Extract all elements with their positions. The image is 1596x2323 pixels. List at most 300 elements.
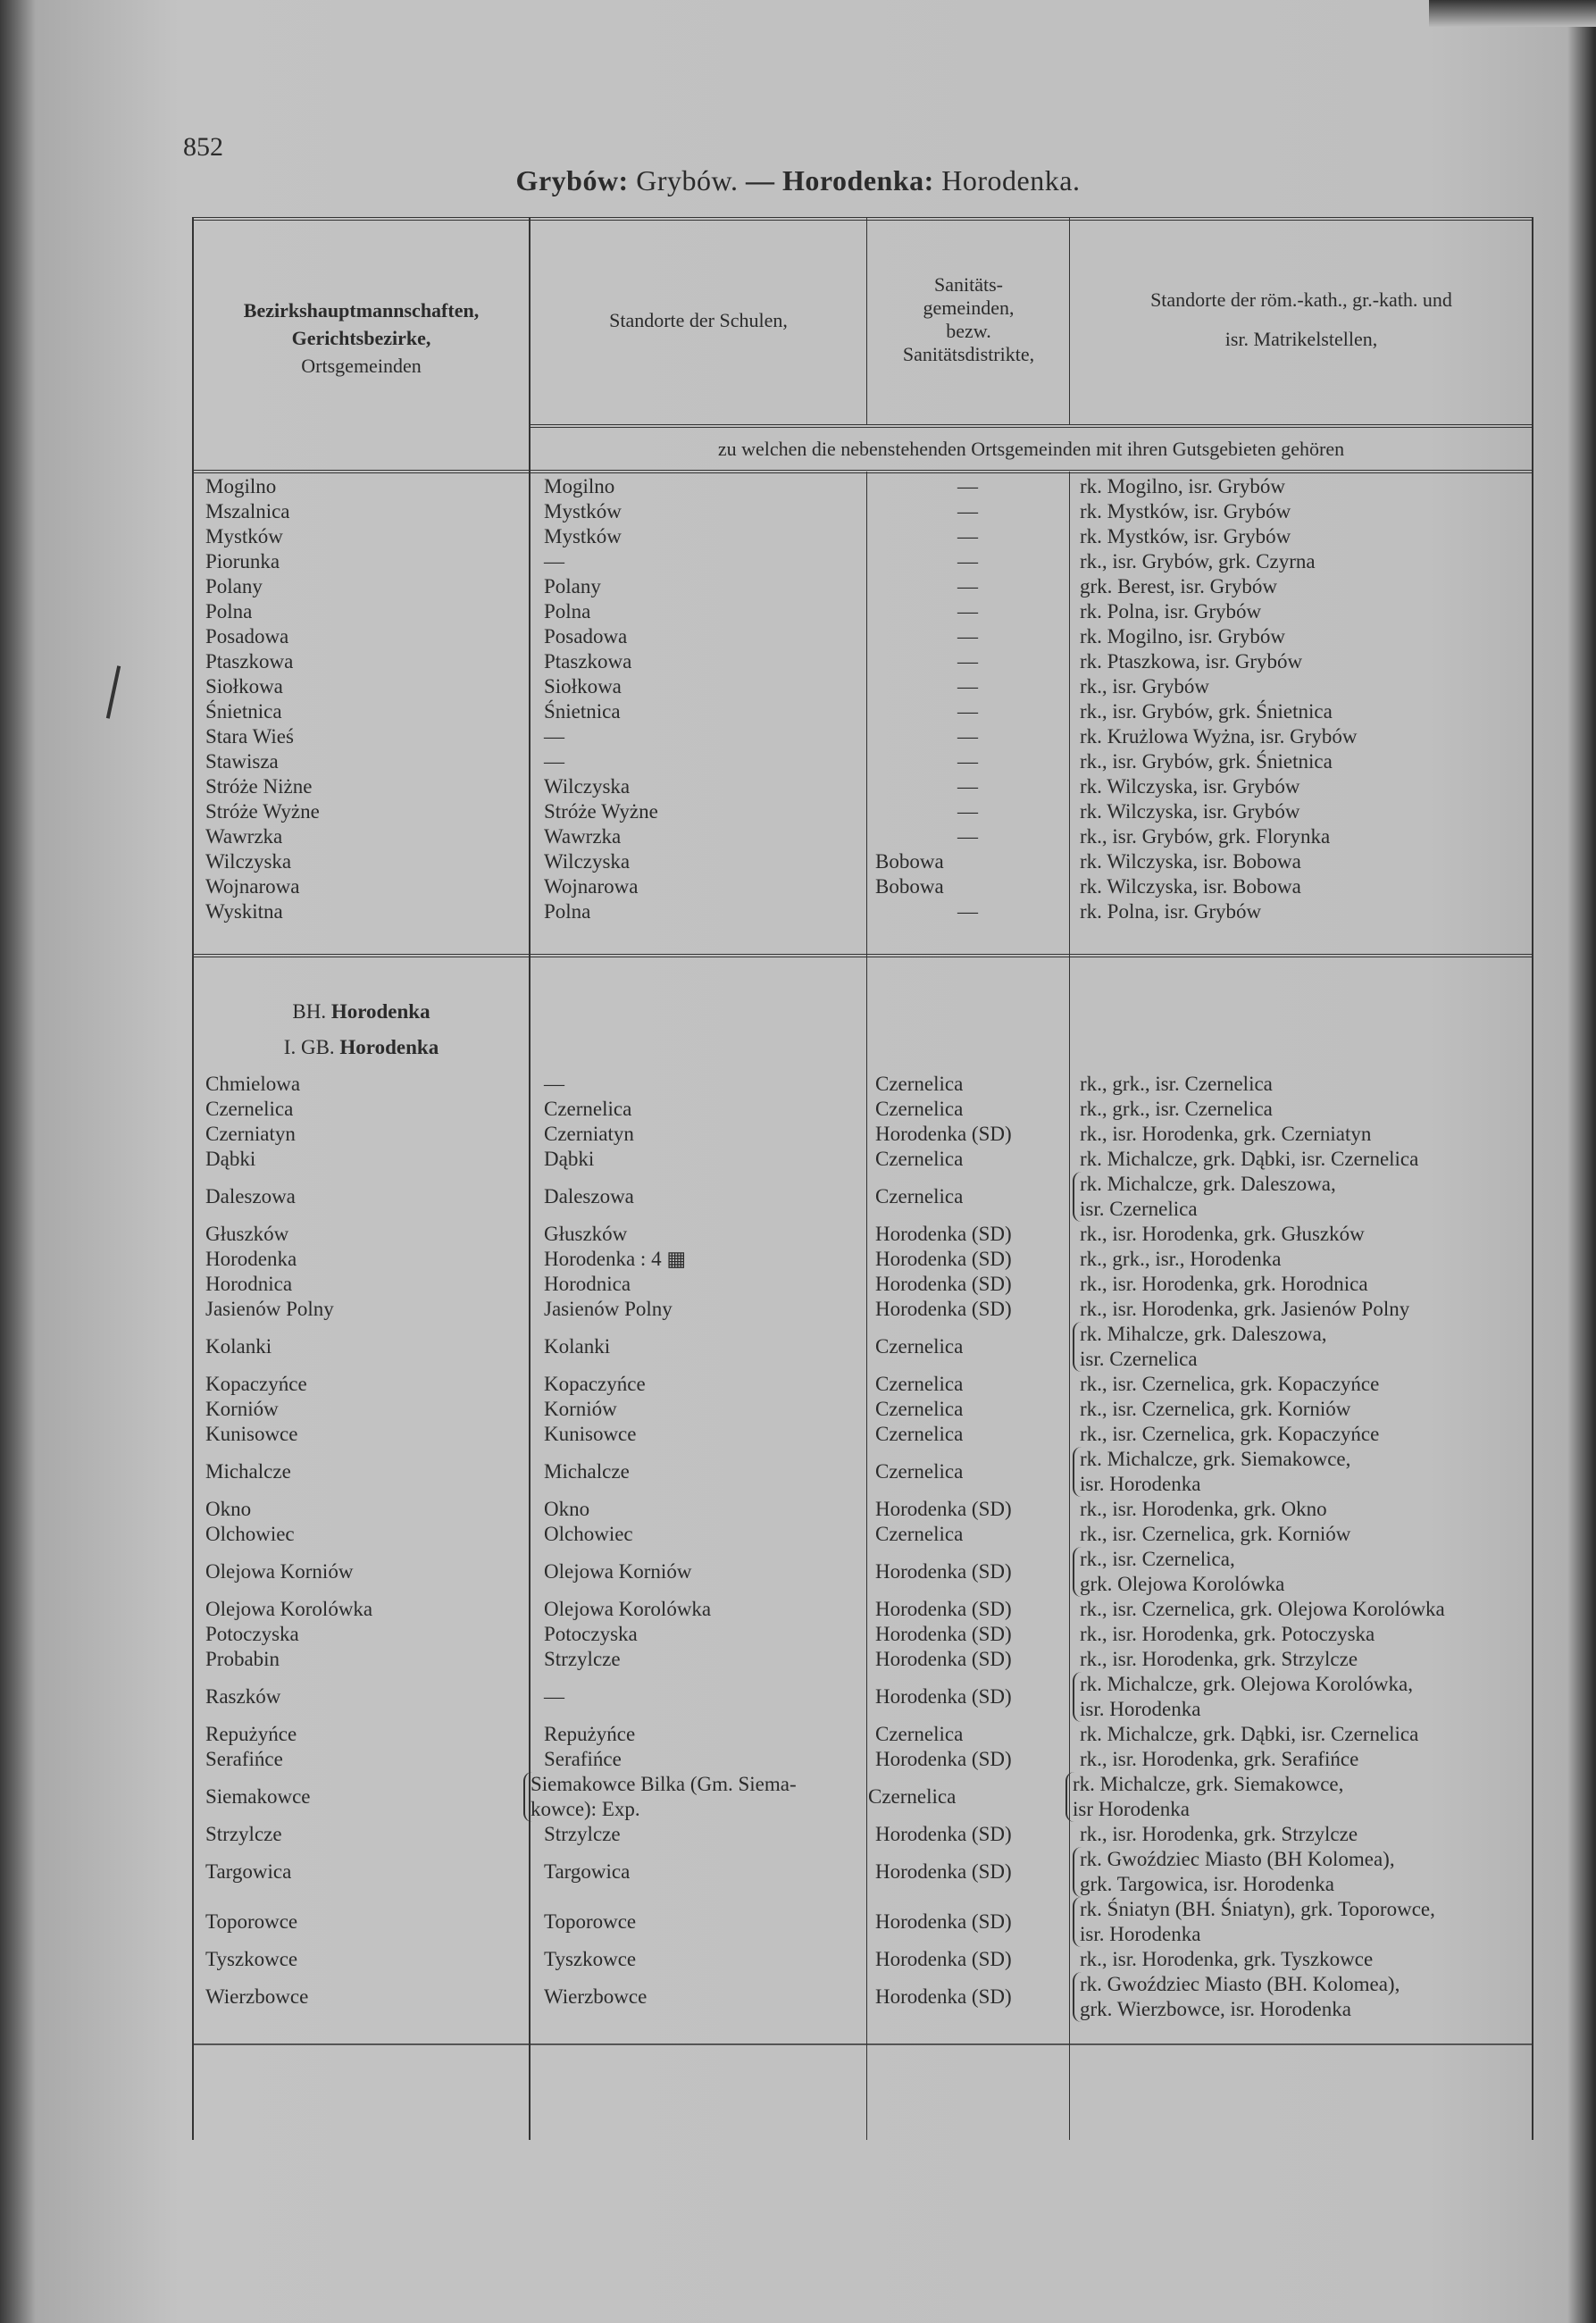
school-location: Daleszowa: [544, 1185, 634, 1207]
cell-registry: [1069, 1122, 1533, 1147]
cell-registry: [1069, 599, 1533, 624]
cell-municipality: [192, 1297, 531, 1322]
cell-registry: [1069, 1972, 1533, 2022]
sanitary-district: Czernelica: [875, 1460, 964, 1483]
sanitary-district: Horodenka (SD): [875, 1273, 1012, 1295]
cell-sanitary: [866, 1747, 1069, 1772]
cell-municipality: [192, 899, 531, 924]
cell-municipality: [192, 674, 531, 699]
table-row: [192, 874, 1533, 899]
registry-line: rk., isr. Horodenka, grk. Serafińce: [1080, 1748, 1359, 1770]
school-location: Horodenka : 4 ▦: [544, 1248, 687, 1270]
col-rule-3-header: [1069, 217, 1070, 424]
registry-line: rk., isr. Horodenka, grk. Horodnica: [1080, 1273, 1368, 1295]
cell-municipality: [192, 1597, 531, 1622]
cell-sanitary: [866, 1322, 1069, 1372]
school-location: Mystków: [544, 500, 622, 522]
cell-registry: [1069, 749, 1533, 774]
registry-lines: [1080, 1422, 1533, 1447]
municipality-name: Stróże Wyżne: [205, 800, 320, 823]
cell-sanitary: [866, 699, 1069, 724]
cell-registry: [1069, 1422, 1533, 1447]
cell-municipality: [192, 1147, 531, 1172]
registry-lines: [1073, 1847, 1533, 1897]
school-location: Mogilno: [544, 475, 615, 497]
cell-sanitary: [866, 1122, 1069, 1147]
cell-registry: [1069, 474, 1533, 499]
cell-registry: [1069, 774, 1533, 799]
registry-line: rk., isr. Czernelica, grk. Korniów: [1080, 1398, 1351, 1420]
municipality-name: Horodnica: [205, 1273, 293, 1295]
table-row: [192, 1097, 1533, 1122]
school-location: Czerniatyn: [544, 1123, 634, 1145]
registry-line: rk. Mogilno, isr. Grybów: [1080, 475, 1285, 497]
registry-line: rk., isr. Grybów, grk. Czyrna: [1080, 550, 1316, 572]
registry-line: rk., isr. Grybów, grk. Florynka: [1080, 825, 1331, 848]
cell-municipality: [192, 524, 531, 549]
registry-line: rk., isr. Horodenka, grk. Strzylcze: [1080, 1823, 1358, 1845]
cell-school: [531, 624, 866, 649]
table-top-rule: [192, 217, 1533, 221]
registry-lines: [1080, 1222, 1533, 1247]
municipality-name: Potoczyska: [205, 1623, 299, 1645]
table-row: [192, 1972, 1533, 2022]
school-location: Jasienów Polny: [544, 1298, 673, 1320]
cell-sanitary: [866, 1172, 1069, 1222]
cell-registry: [1069, 849, 1533, 874]
registry-lines: [1073, 1897, 1533, 1947]
registry-lines: [1080, 1397, 1533, 1422]
cell-school: [531, 1622, 866, 1647]
registry-lines: [1080, 549, 1533, 574]
cell-sanitary: [866, 1072, 1069, 1097]
municipality-name: Piorunka: [205, 550, 280, 572]
cell-sanitary: [866, 649, 1069, 674]
sanitary-district: —: [957, 475, 978, 497]
cell-school: [531, 1847, 866, 1897]
table-row: [192, 699, 1533, 724]
registry-lines: [1065, 1772, 1526, 1822]
registry-line: isr Horodenka: [1073, 1798, 1190, 1820]
registry-lines: [1080, 899, 1533, 924]
gazetteer-table: [192, 217, 1533, 2140]
registry-lines: [1080, 1622, 1533, 1647]
header-col4-line1: Standorte der röm.-kath., gr.-kath. und: [1150, 288, 1452, 311]
table-row: [192, 1322, 1533, 1372]
table-row: [192, 1247, 1533, 1272]
cell-sanitary: [866, 799, 1069, 824]
cell-municipality: [192, 824, 531, 849]
municipality-name: Korniów: [205, 1398, 279, 1420]
sanitary-district: Horodenka (SD): [875, 1223, 1012, 1245]
section-heading-bh: [192, 999, 531, 1024]
registry-lines: [1073, 1672, 1533, 1722]
header-col2-text: Standorte der Schulen,: [609, 308, 788, 331]
registry-lines: [1080, 1122, 1533, 1147]
school-location: Polna: [544, 600, 591, 623]
cell-registry: [1069, 1172, 1533, 1222]
school-location: Polany: [544, 575, 601, 597]
school-location: Olchowiec: [544, 1523, 633, 1545]
registry-lines: [1073, 1172, 1533, 1222]
cell-registry: [1069, 1247, 1533, 1272]
cell-sanitary: [866, 474, 1069, 499]
table-row: [192, 1072, 1533, 1097]
registry-line: rk., isr. Horodenka, grk. Jasienów Polny: [1080, 1298, 1410, 1320]
sanitary-district: —: [957, 725, 978, 748]
cell-school: [531, 824, 866, 849]
sanitary-district: Czernelica: [875, 1098, 964, 1120]
registry-lines: [1080, 524, 1533, 549]
school-location: Toporowce: [544, 1910, 637, 1933]
registry-lines: [1080, 699, 1533, 724]
table-row: [192, 1547, 1533, 1597]
registry-lines: [1073, 1322, 1533, 1372]
municipality-name: Mszalnica: [205, 500, 290, 522]
cell-municipality: [192, 1272, 531, 1297]
school-location: kowce): Exp.: [531, 1798, 640, 1820]
cell-registry: [1069, 1222, 1533, 1247]
cell-municipality: [192, 1172, 531, 1222]
municipality-name: Wawrzka: [205, 825, 283, 848]
cell-registry: [1069, 1497, 1533, 1522]
sanitary-district: Czernelica: [875, 1148, 964, 1170]
municipality-name: Posadowa: [205, 625, 289, 648]
sanitary-district: —: [957, 675, 978, 698]
cell-municipality: [192, 724, 531, 749]
registry-lines: [1080, 774, 1533, 799]
school-location: Tyszkowce: [544, 1948, 637, 1970]
registry-lines: [1080, 874, 1533, 899]
cell-municipality: [192, 1372, 531, 1397]
sanitary-district: Horodenka (SD): [875, 1623, 1012, 1645]
sanitary-district: —: [957, 900, 978, 923]
school-location: Czernelica: [544, 1098, 632, 1120]
municipality-name: Stawisza: [205, 750, 279, 773]
header-col3-line3: bezw.: [946, 320, 991, 342]
cell-school: [531, 1372, 866, 1397]
registry-lines: [1080, 749, 1533, 774]
cell-registry: [1069, 899, 1533, 924]
school-location: Korniów: [544, 1398, 617, 1420]
registry-lines: [1080, 824, 1533, 849]
registry-line: rk., grk., isr., Horodenka: [1080, 1248, 1282, 1270]
cell-registry: [1069, 524, 1533, 549]
cell-sanitary: [866, 1397, 1069, 1422]
table-row: [192, 824, 1533, 849]
title-separator: —: [746, 164, 775, 196]
registry-lines: [1080, 1722, 1533, 1747]
table-row: [192, 674, 1533, 699]
cell-sanitary: [866, 1847, 1069, 1897]
sanitary-district: —: [957, 825, 978, 848]
school-location: Michalcze: [544, 1460, 630, 1483]
cell-school: [531, 749, 866, 774]
registry-lines: [1080, 1822, 1533, 1847]
cell-municipality: [192, 549, 531, 574]
registry-lines: [1080, 624, 1533, 649]
registry-line: rk., isr. Horodenka, grk. Strzylcze: [1080, 1648, 1358, 1670]
sanitary-district: Horodenka (SD): [875, 1748, 1012, 1770]
municipality-name: Siemakowce: [205, 1785, 311, 1808]
cell-sanitary: [866, 1272, 1069, 1297]
cell-municipality: [192, 599, 531, 624]
registry-line: rk. Mystków, isr. Grybów: [1080, 500, 1291, 522]
cell-school: [531, 699, 866, 724]
registry-lines: [1080, 574, 1533, 599]
cell-municipality: [192, 1647, 531, 1672]
title-court-2: Horodenka.: [941, 164, 1081, 196]
school-location: Wilczyska: [544, 850, 631, 873]
registry-line: rk. Michalcze, grk. Daleszowa,: [1080, 1173, 1336, 1195]
school-location: Olejowa Korniów: [544, 1560, 692, 1583]
cell-sanitary: [866, 874, 1069, 899]
municipality-name: Polany: [205, 575, 263, 597]
school-location: —: [544, 750, 564, 773]
sanitary-district: —: [957, 625, 978, 648]
cell-registry: [1069, 674, 1533, 699]
cell-school: [531, 549, 866, 574]
cell-registry: [1069, 824, 1533, 849]
cell-municipality: [192, 1322, 531, 1372]
sanitary-district: Horodenka (SD): [875, 1910, 1012, 1933]
table-row: [192, 1897, 1533, 1947]
cell-sanitary: [866, 549, 1069, 574]
school-location: Siołkowa: [544, 675, 622, 698]
cell-school: [531, 574, 866, 599]
cell-registry: [1069, 1272, 1533, 1297]
registry-line: rk. Mihalcze, grk. Daleszowa,: [1080, 1323, 1327, 1345]
cell-school: [531, 1972, 866, 2022]
cell-school: [531, 1172, 866, 1222]
table-row: [192, 1747, 1533, 1772]
sanitary-district: —: [957, 800, 978, 823]
cell-municipality: [192, 474, 531, 499]
cell-municipality: [192, 1672, 531, 1722]
table-row: [192, 1647, 1533, 1672]
registry-lines: [1080, 1647, 1533, 1672]
sanitary-district: Horodenka (SD): [875, 1685, 1012, 1708]
cell-municipality: [192, 1547, 531, 1597]
municipality-name: Czerniatyn: [205, 1123, 296, 1145]
registry-lines: [1080, 799, 1533, 824]
municipality-name: Daleszowa: [205, 1185, 296, 1207]
municipality-name: Okno: [205, 1498, 252, 1520]
cell-municipality: [192, 1497, 531, 1522]
cell-registry: [1069, 1097, 1533, 1122]
cell-sanitary: [866, 1247, 1069, 1272]
school-location: Mystków: [544, 525, 622, 547]
cell-municipality: [192, 1822, 531, 1847]
table-row: [192, 1622, 1533, 1647]
cell-sanitary: [866, 1647, 1069, 1672]
school-location: Śnietnica: [544, 700, 621, 723]
school-location: Wierzbowce: [544, 1985, 648, 2008]
sanitary-district: Czernelica: [875, 1335, 964, 1358]
cell-municipality: [192, 1747, 531, 1772]
cell-school: [531, 1522, 866, 1547]
registry-line: rk. Wilczyska, isr. Bobowa: [1080, 850, 1301, 873]
registry-line: rk. Ptaszkowa, isr. Grybów: [1080, 650, 1303, 673]
cell-school: [531, 1722, 866, 1747]
municipality-name: Jasienów Polny: [205, 1298, 334, 1320]
cell-sanitary: [866, 1447, 1069, 1497]
school-location: Strzylcze: [544, 1648, 621, 1670]
table-row: [192, 549, 1533, 574]
cell-municipality: [192, 1422, 531, 1447]
school-location: —: [544, 1685, 564, 1708]
registry-line: rk., isr. Horodenka, grk. Czerniatyn: [1080, 1123, 1372, 1145]
cell-registry: [1069, 1722, 1533, 1747]
page-number: 852: [183, 132, 223, 162]
cell-school: [531, 599, 866, 624]
municipality-name: Wilczyska: [205, 850, 292, 873]
registry-lines: [1080, 1247, 1533, 1272]
sanitary-district: Horodenka (SD): [875, 1298, 1012, 1320]
registry-line: rk., grk., isr. Czernelica: [1080, 1073, 1273, 1095]
municipality-name: Wierzbowce: [205, 1985, 309, 2008]
cell-school: [531, 499, 866, 524]
cell-school: [531, 1222, 866, 1247]
title-court-1: Grybów.: [636, 164, 739, 196]
registry-line: rk. Krużlowa Wyżna, isr. Grybów: [1080, 725, 1358, 748]
table-row: [192, 1372, 1533, 1397]
registry-line: grk. Olejowa Korolówka: [1080, 1573, 1285, 1595]
cell-sanitary: [866, 1422, 1069, 1447]
cell-municipality: [192, 1897, 531, 1947]
cell-school: [531, 1822, 866, 1847]
cell-school: [531, 1397, 866, 1422]
cell-municipality: [192, 874, 531, 899]
cell-sanitary: [866, 1822, 1069, 1847]
cell-municipality: [192, 1397, 531, 1422]
school-location: Ptaszkowa: [544, 650, 632, 673]
table-row: [192, 499, 1533, 524]
cell-sanitary: [866, 1897, 1069, 1947]
registry-line: rk., isr. Czernelica, grk. Korniów: [1080, 1523, 1351, 1545]
cell-municipality: [192, 1622, 531, 1647]
table-row: [192, 849, 1533, 874]
cell-school: [531, 1147, 866, 1172]
registry-line: rk., isr. Horodenka, grk. Potoczyska: [1080, 1623, 1375, 1645]
registry-line: rk., isr. Czernelica, grk. Olejowa Korolówka: [1080, 1598, 1445, 1620]
school-location: —: [544, 550, 564, 572]
header-col1-line1: Bezirkshauptmannschaften,: [243, 298, 480, 322]
cell-sanitary: [866, 1222, 1069, 1247]
sanitary-district: —: [957, 700, 978, 723]
school-location: Posadowa: [544, 625, 628, 648]
cell-municipality: [192, 649, 531, 674]
table-row: [192, 474, 1533, 499]
municipality-name: Wojnarowa: [205, 875, 300, 898]
cell-school: [531, 1247, 866, 1272]
sanitary-district: Horodenka (SD): [875, 1123, 1012, 1145]
cell-sanitary: [866, 1622, 1069, 1647]
municipality-name: Stróże Niżne: [205, 775, 313, 798]
table-row: [192, 1447, 1533, 1497]
table-row: [192, 774, 1533, 799]
cell-municipality: [192, 774, 531, 799]
cell-school: [531, 1447, 866, 1497]
cell-sanitary: [866, 1147, 1069, 1172]
registry-line: rk. Michalcze, grk. Siemakowce,: [1080, 1448, 1351, 1470]
registry-lines: [1080, 1947, 1533, 1972]
cell-school: [531, 649, 866, 674]
municipality-name: Mystków: [205, 525, 283, 547]
cell-registry: [1069, 649, 1533, 674]
municipality-name: Kunisowce: [205, 1423, 298, 1445]
sanitary-district: Czernelica: [875, 1423, 964, 1445]
sanitary-district: Horodenka (SD): [875, 1823, 1012, 1845]
registry-line: rk., isr. Czernelica,: [1080, 1548, 1235, 1570]
header-col3-line1: Sanitäts-: [934, 273, 1003, 296]
registry-lines: [1080, 1147, 1533, 1172]
cell-sanitary: [866, 574, 1069, 599]
table-row: [192, 749, 1533, 774]
header-col4-line2: isr. Matrikelstellen,: [1224, 328, 1378, 350]
bh-name: Horodenka: [330, 1000, 430, 1023]
registry-line: rk., isr. Czernelica, grk. Kopaczyńce: [1080, 1373, 1380, 1395]
table-row: [192, 1947, 1533, 1972]
cell-sanitary: [866, 1547, 1069, 1597]
table-row: [192, 574, 1533, 599]
table-row: [192, 1822, 1533, 1847]
school-location: Wilczyska: [544, 775, 631, 798]
cell-school: [531, 524, 866, 549]
sanitary-district: —: [957, 750, 978, 773]
table-row: [192, 1772, 1533, 1822]
school-location: —: [544, 1073, 564, 1095]
section-divider-rule: [192, 954, 1533, 957]
cell-registry: [1069, 1647, 1533, 1672]
cell-registry: [1069, 499, 1533, 524]
cell-school: [523, 1772, 859, 1822]
municipality-name: Kolanki: [205, 1335, 272, 1358]
sanitary-district: —: [957, 550, 978, 572]
cell-sanitary: [866, 899, 1069, 924]
cell-sanitary: [866, 1672, 1069, 1722]
municipality-name: Ptaszkowa: [205, 650, 294, 673]
school-location: Dąbki: [544, 1148, 595, 1170]
cell-school: [531, 1297, 866, 1322]
municipality-name: Śnietnica: [205, 700, 282, 723]
school-location: Targowica: [544, 1860, 631, 1883]
municipality-name: Olejowa Korolówka: [205, 1598, 373, 1620]
cell-municipality: [192, 499, 531, 524]
cell-municipality: [192, 1222, 531, 1247]
cell-municipality: [192, 574, 531, 599]
cell-sanitary: [866, 849, 1069, 874]
cell-sanitary: [866, 524, 1069, 549]
municipality-name: Stara Wieś: [205, 725, 294, 748]
cell-municipality: [192, 749, 531, 774]
registry-line: rk. Michalcze, grk. Olejowa Korolówka,: [1080, 1673, 1413, 1695]
cell-sanitary: [859, 1772, 1062, 1822]
sanitary-district: Czernelica: [875, 1523, 964, 1545]
cell-sanitary: [866, 1972, 1069, 2022]
header-col1-line3: Ortsgemeinden: [301, 354, 422, 377]
cell-school: [531, 1897, 866, 1947]
school-location: Wojnarowa: [544, 875, 639, 898]
table-row: [192, 649, 1533, 674]
registry-line: isr. Czernelica: [1080, 1198, 1198, 1220]
school-location: Siemakowce Bilka (Gm. Siema-: [531, 1773, 797, 1795]
registry-line: rk. Gwoździec Miasto (BH Kolomea),: [1080, 1848, 1395, 1870]
cell-registry: [1069, 1947, 1533, 1972]
cell-registry: [1069, 1597, 1533, 1622]
cell-municipality: [192, 1447, 531, 1497]
section-heading-gb: [192, 1035, 531, 1060]
